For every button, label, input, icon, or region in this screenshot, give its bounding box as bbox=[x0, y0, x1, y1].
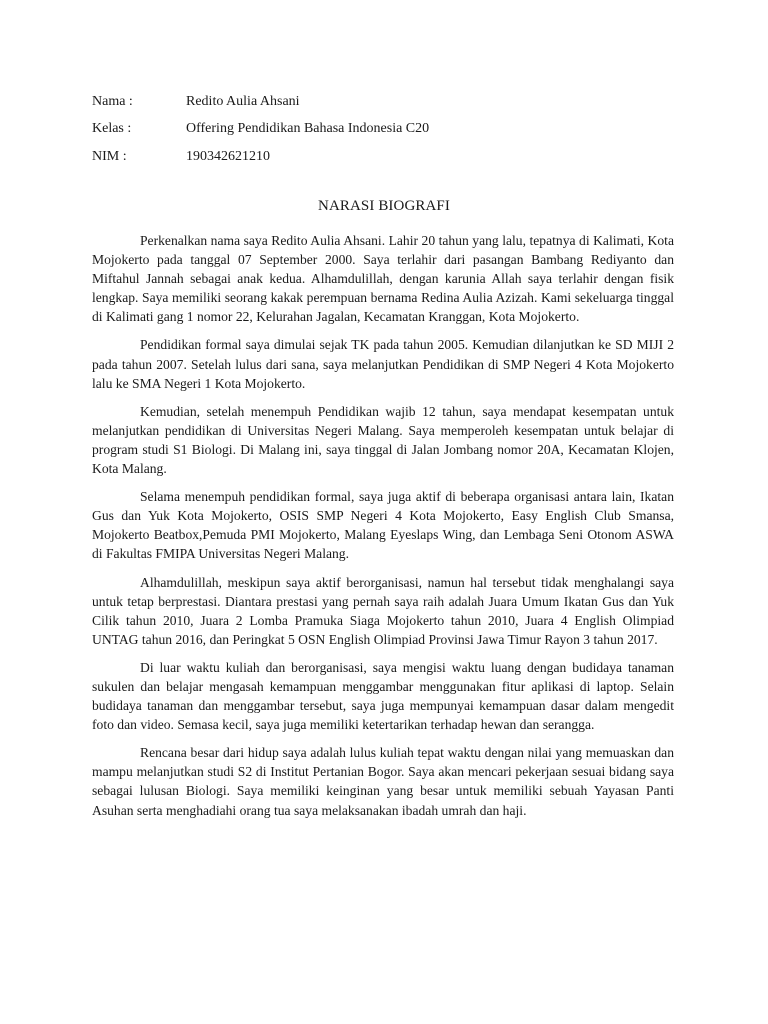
paragraph-future-plans: Rencana besar dari hidup saya adalah lulus kuliah tepat waktu dengan nilai yang memuaskan dan mampu melanjutkan studi S2 di Institut Pertanian Bogor. Saya akan mencari pekerjaan sesuai bidang saya sebagai lulusan Biologi. Saya memiliki keinginan yang besar untuk memiliki sebuah Yayasan Panti Asuhan serta menghadiahi orang tua saya melaksanakan ibadah umrah dan haji. bbox=[92, 745, 674, 818]
class-label: Kelas : bbox=[92, 121, 132, 137]
biography-body bbox=[92, 231, 674, 829]
paragraph-organizations: Selama menempuh pendidikan formal, saya juga aktif di beberapa organisasi antara lain, Ikatan Gus dan Yuk Kota Mojokerto, OSIS SMP Negeri 4 Kota Mojokerto, Easy English Club Smansa, Mojokerto Beatbox,Pemuda PMI Mojokerto, Malang Eyeslaps Wing, dan Lembaga Seni Otonom ASWA di Fakultas FMIPA Universitas Negeri Malang. bbox=[92, 489, 674, 562]
nim-row bbox=[92, 143, 612, 171]
document-title: NARASI BIOGRAFI bbox=[318, 198, 450, 214]
name-row bbox=[92, 88, 612, 116]
nim-value: 190342621210 bbox=[186, 148, 270, 164]
paragraph-achievements: Alhamdulillah, meskipun saya aktif berorganisasi, namun hal tersebut tidak menghalangi saya untuk tetap berprestasi. Diantara prestasi yang pernah saya raih adalah Juara Umum Ikatan Gus dan Yuk Cilik tahun 2010, Juara 2 Lomba Pramuka Siaga Mojokerto tahun 2010, Juara 4 English Olimpiad UNTAG tahun 2016, dan Peringkat 5 OSN English Olimpiad Provinsi Jawa Timur Rayon 3 tahun 2017. bbox=[92, 574, 674, 647]
paragraph-introduction: Perkenalkan nama saya Redito Aulia Ahsani. Lahir 20 tahun yang lalu, tepatnya di Kalimati, Kota Mojokerto pada tanggal 07 September 2000. Saya terlahir dari pasangan Bambang Rediyanto dan Miftahul Jannah sebagai anak kedua. Alhamdulillah, dengan karunia Allah saya terlahir dengan fisik lengkap. Saya memiliki seorang kakak perempuan bernama Redina Aulia Azizah. Kami sekeluarga tinggal di Kalimati gang 1 nomor 22, Kelurahan Jagalan, Kecamatan Kranggan, Kota Mojokerto. bbox=[92, 233, 674, 325]
paragraph-hobbies: Di luar waktu kuliah dan berorganisasi, saya mengisi waktu luang dengan budidaya tanaman sukulen dan belajar mengasah kemampuan menggambar menggunakan fitur aplikasi di laptop. Selain budidaya tanaman dan menggambar tersebut, saya juga mempunyai kemampuan dasar dalam mengedit foto dan video. Semasa kecil, saya juga memiliki ketertarikan terhadap hewan dan serangga. bbox=[92, 659, 674, 733]
nim-label: NIM : bbox=[92, 148, 127, 164]
paragraph-university: Kemudian, setelah menempuh Pendidikan wajib 12 tahun, saya mendapat kesempatan untuk melanjutkan pendidikan di Universitas Negeri Malang. Saya memperoleh kesempatan untuk belajar di program studi S1 Biologi. Di Malang ini, saya tinggal di Jalan Jombang nomor 20A, Kecamatan Klojen, Kota Malang. bbox=[92, 403, 674, 477]
paragraph-early-education: Pendidikan formal saya dimulai sejak TK pada tahun 2005. Kemudian dilanjutkan ke SD MIJI 2 pada tahun 2007. Setelah lulus dari sana, saya melanjutkan Pendidikan di SMP Negeri 4 Kota Mojokerto lalu ke SMA Negeri 1 Kota Mojokerto. bbox=[92, 337, 674, 391]
name-label: Nama : bbox=[92, 93, 133, 109]
class-value: Offering Pendidikan Bahasa Indonesia C20 bbox=[186, 121, 430, 137]
name-value: Redito Aulia Ahsani bbox=[186, 93, 300, 109]
class-row bbox=[92, 116, 612, 144]
identity-header bbox=[92, 88, 612, 171]
